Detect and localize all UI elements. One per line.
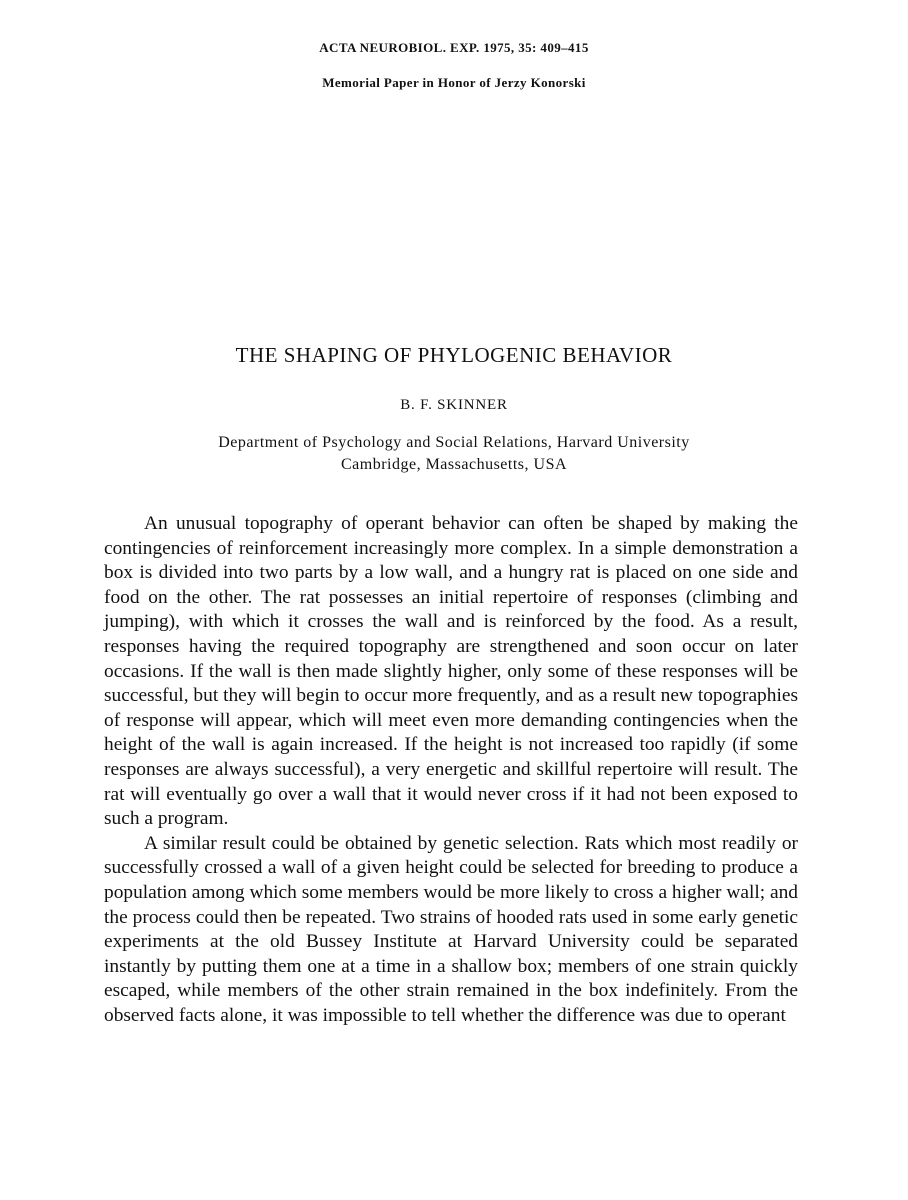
affiliation-line-1: Department of Psychology and Social Relations, Harvard University [218,434,690,451]
body-paragraph-2: A similar result could be obtained by genetic selection. Rats which most readily or successfully crossed a wall of a given height could be selected for breeding to produce a population among which some members would be more likely to cross a higher wall; and the process could then be repeated. Two strains of hooded rats used in some early genetic experiments at the old Bussey Institute at Harvard University could be separated instantly by putting them one at a time in a shallow box; members of one strain quickly escaped, while members of the other strain remained in the box indefinitely. From the observed facts alone, it was impossible to tell whether the difference was due to operant [104,832,798,1026]
article-title: THE SHAPING OF PHYLOGENIC BEHAVIOR [235,343,673,367]
journal-citation: ACTA NEUROBIOL. EXP. 1975, 35: 409–415 [319,40,589,55]
body-paragraph-1: An unusual topography of operant behavior can often be shaped by making the contingencies of reinforcement increasingly more complex. In a simple demonstration a box is divided into two parts by a low wall, and a hungry rat is placed on one side and food on the other. The rat possesses an initial repertoire of responses (climbing and jumping), with which it crosses the wall and is reinforced by the food. As a result, responses having the required topography are strengthened and soon occur on later occasions. If the wall is then made slightly higher, only some of these responses will be successful, but they will begin to occur more frequently, and as a result new topographies of response will appear, which will meet even more demanding contingencies when the height of the wall is again increased. If the height is not increased too rapidly (if some responses are always successful), a very energetic and skillful repertoire will result. The rat will eventually go over a wall that it would never cross if it had not been exposed to such a program. [104,513,798,830]
memorial-note: Memorial Paper in Honor of Jerzy Konorski [322,75,586,90]
article-author: B. F. SKINNER [400,397,508,413]
author-affiliation [0,432,908,476]
affiliation-line-2: Cambridge, Massachusetts, USA [340,456,568,473]
article-body [104,512,798,1028]
